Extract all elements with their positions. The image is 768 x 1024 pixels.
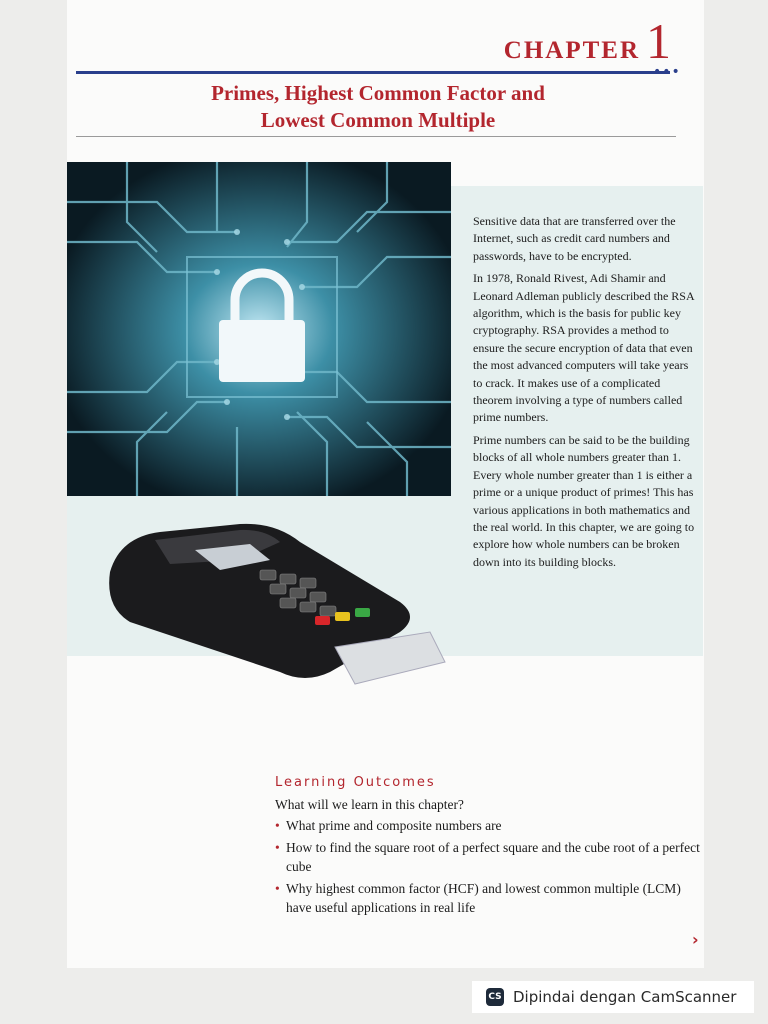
header-rule xyxy=(76,71,670,74)
bullet-icon: • xyxy=(275,840,280,855)
intro-paragraph-3: Prime numbers can be said to be the building blocks of all whole numbers greater than 1. Every whole number greater than 1 is either a prime or a unique product of primes! This has various applications in both mathematics and the real world. In this chapter, we are going to explore how whole numbers can be broken down into its building blocks. xyxy=(473,432,695,569)
chapter-title-line2: Lowest Common Multiple xyxy=(260,108,496,132)
padlock-circuit-image xyxy=(67,162,451,496)
list-item xyxy=(275,879,705,917)
intro-text xyxy=(473,213,695,576)
outcome-text: Why highest common factor (HCF) and lowest common multiple (LCM) have useful applications in real life xyxy=(286,881,681,915)
camscanner-logo-icon: CS xyxy=(486,988,504,1006)
bullet-icon: • xyxy=(275,881,280,896)
learning-outcomes-question: What will we learn in this chapter? xyxy=(275,797,464,812)
chapter-word: CHAPTER xyxy=(503,37,640,64)
card-terminal-image xyxy=(100,512,450,687)
intro-paragraph-1: Sensitive data that are transferred over the Internet, such as credit card numbers and passwords, have to be encrypted. xyxy=(473,214,676,263)
list-item xyxy=(275,816,705,835)
intro-paragraph-2: In 1978, Ronald Rivest, Adi Shamir and Leonard Adleman publicly described the RSA algorithm, which is the basis for public key cryptography. RSA provides a method to ensure the secure encryption of data that even the most advanced computers will take years to crack. It makes use of a complicated theorem involving a type of numbers called prime numbers. xyxy=(473,271,694,425)
list-item xyxy=(275,838,705,876)
chapter-label xyxy=(503,13,671,69)
chapter-title-line1: Primes, Highest Common Factor and xyxy=(211,81,545,105)
header-rule-dots: ••• xyxy=(653,64,681,80)
bullet-icon: • xyxy=(275,818,280,833)
outcome-text: What prime and composite numbers are xyxy=(286,818,502,833)
chapter-title xyxy=(130,80,626,134)
learning-outcomes-list xyxy=(275,816,705,920)
chapter-number: 1 xyxy=(646,13,671,69)
outcome-text: How to find the square root of a perfect square and the cube root of a perfect cube xyxy=(286,840,700,874)
scanner-watermark-text: Dipindai dengan CamScanner xyxy=(513,988,737,1006)
learning-outcomes-heading: Learning Outcomes xyxy=(275,775,436,790)
scanner-watermark xyxy=(472,981,754,1013)
page-corner-arrow-icon: › xyxy=(692,930,699,949)
title-underline xyxy=(76,136,676,137)
